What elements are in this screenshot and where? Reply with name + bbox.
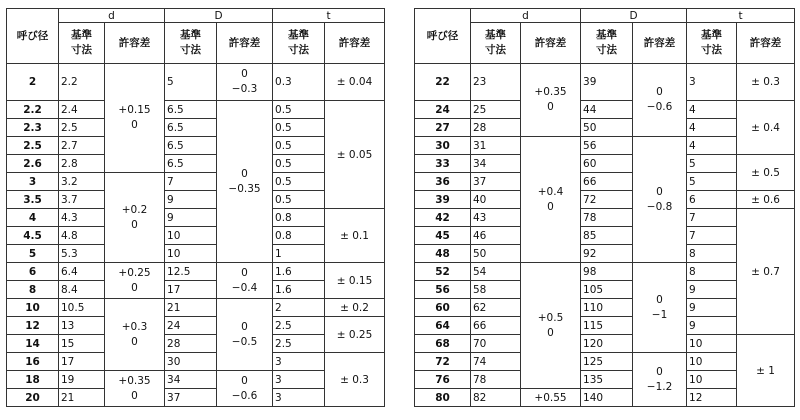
nominal-size-header: 呼び径: [415, 9, 471, 64]
t-tolerance-cell: ± 0.25: [325, 317, 385, 353]
t-tolerance-header: 許容差: [737, 23, 795, 64]
d-tolerance-header: 許容差: [521, 23, 581, 64]
t-basic-cell: 0.5: [273, 119, 325, 137]
D-basic-cell: 6.5: [165, 119, 217, 137]
t-tolerance-cell: ± 0.5: [737, 155, 795, 191]
D-basic-cell: 115: [581, 317, 633, 335]
d-basic-cell: 3.2: [59, 173, 105, 191]
D-basic-cell: 98: [581, 263, 633, 281]
D-basic-cell: 135: [581, 371, 633, 389]
D-tolerance-cell: 0 −0.4: [217, 263, 273, 299]
nominal-size-cell: 45: [415, 227, 471, 245]
nominal-size-cell: 56: [415, 281, 471, 299]
t-basic-cell: 1.6: [273, 263, 325, 281]
D-basic-cell: 6.5: [165, 155, 217, 173]
table-row: [7, 353, 385, 371]
header-row-subcolumns: [415, 23, 795, 64]
d-basic-cell: 2.2: [59, 64, 105, 101]
d-basic-cell: 70: [471, 335, 521, 353]
D-group-header: D: [581, 9, 687, 23]
d-tolerance-cell: +0.35 0: [521, 64, 581, 137]
t-group-header: t: [687, 9, 795, 23]
d-tolerance-cell: +0.2 0: [105, 173, 165, 263]
D-basic-cell: 10: [165, 227, 217, 245]
nominal-size-cell: 14: [7, 335, 59, 353]
nominal-size-cell: 30: [415, 137, 471, 155]
t-basic-cell: 10: [687, 353, 737, 371]
t-basic-cell: 6: [687, 191, 737, 209]
nominal-size-cell: 22: [415, 64, 471, 101]
nominal-size-cell: 33: [415, 155, 471, 173]
D-basic-cell: 6.5: [165, 101, 217, 119]
nominal-size-cell: 27: [415, 119, 471, 137]
d-basic-cell: 8.4: [59, 281, 105, 299]
D-basic-cell: 50: [581, 119, 633, 137]
nominal-size-header: 呼び径: [7, 9, 59, 64]
t-basic-cell: 12: [687, 389, 737, 407]
t-basic-header: 基準 寸法: [273, 23, 325, 64]
nominal-size-cell: 42: [415, 209, 471, 227]
t-tolerance-cell: ± 0.3: [325, 353, 385, 407]
D-tolerance-cell: 0 −0.6: [217, 371, 273, 407]
t-basic-cell: 4: [687, 119, 737, 137]
nominal-size-cell: 52: [415, 263, 471, 281]
nominal-size-cell: 6: [7, 263, 59, 281]
d-basic-cell: 6.4: [59, 263, 105, 281]
D-basic-cell: 7: [165, 173, 217, 191]
D-basic-cell: 120: [581, 335, 633, 353]
nominal-size-cell: 4.5: [7, 227, 59, 245]
d-basic-cell: 19: [59, 371, 105, 389]
D-tolerance-cell: 0 −0.6: [633, 64, 687, 137]
D-basic-cell: 9: [165, 191, 217, 209]
table-row: [415, 101, 795, 119]
d-basic-cell: 4.3: [59, 209, 105, 227]
nominal-size-cell: 2.3: [7, 119, 59, 137]
nominal-size-cell: 2.6: [7, 155, 59, 173]
D-basic-cell: 66: [581, 173, 633, 191]
d-tolerance-cell: +0.25 0: [105, 263, 165, 299]
d-basic-header: 基準 寸法: [59, 23, 105, 64]
D-basic-cell: 140: [581, 389, 633, 407]
t-basic-cell: 2.5: [273, 335, 325, 353]
nominal-size-cell: 39: [415, 191, 471, 209]
t-basic-cell: 0.3: [273, 64, 325, 101]
t-basic-cell: 10: [687, 371, 737, 389]
t-tolerance-cell: ± 0.7: [737, 209, 795, 335]
D-basic-cell: 92: [581, 245, 633, 263]
t-tolerance-header: 許容差: [325, 23, 385, 64]
table-row: [7, 64, 385, 101]
d-basic-cell: 34: [471, 155, 521, 173]
nominal-size-cell: 5: [7, 245, 59, 263]
t-tolerance-cell: ± 0.6: [737, 191, 795, 209]
t-basic-cell: 2: [273, 299, 325, 317]
d-basic-cell: 54: [471, 263, 521, 281]
d-tolerance-header: 許容差: [105, 23, 165, 64]
t-basic-cell: 10: [687, 335, 737, 353]
header-row-subcolumns: [7, 23, 385, 64]
t-basic-cell: 5: [687, 155, 737, 173]
nominal-size-cell: 72: [415, 353, 471, 371]
t-basic-cell: 0.5: [273, 173, 325, 191]
table-row: [7, 317, 385, 335]
D-tolerance-cell: 0 −1: [633, 263, 687, 353]
t-basic-cell: 3: [273, 389, 325, 407]
t-basic-cell: 7: [687, 227, 737, 245]
t-tolerance-cell: ± 0.3: [737, 64, 795, 101]
d-basic-cell: 2.4: [59, 101, 105, 119]
D-basic-cell: 39: [581, 64, 633, 101]
D-group-header: D: [165, 9, 273, 23]
t-basic-cell: 3: [687, 64, 737, 101]
d-basic-cell: 17: [59, 353, 105, 371]
d-basic-cell: 66: [471, 317, 521, 335]
d-basic-cell: 58: [471, 281, 521, 299]
D-basic-cell: 10: [165, 245, 217, 263]
nominal-size-cell: 80: [415, 389, 471, 407]
d-basic-cell: 31: [471, 137, 521, 155]
t-tolerance-cell: ± 0.04: [325, 64, 385, 101]
nominal-size-cell: 12: [7, 317, 59, 335]
table-row: [7, 209, 385, 227]
D-basic-cell: 125: [581, 353, 633, 371]
d-basic-cell: 40: [471, 191, 521, 209]
nominal-size-cell: 20: [7, 389, 59, 407]
D-basic-cell: 105: [581, 281, 633, 299]
t-basic-cell: 0.8: [273, 209, 325, 227]
D-basic-cell: 5: [165, 64, 217, 101]
D-basic-cell: 24: [165, 317, 217, 335]
nominal-size-cell: 18: [7, 371, 59, 389]
d-basic-cell: 4.8: [59, 227, 105, 245]
nominal-size-cell: 2: [7, 64, 59, 101]
d-basic-cell: 74: [471, 353, 521, 371]
D-basic-cell: 12.5: [165, 263, 217, 281]
nominal-size-cell: 48: [415, 245, 471, 263]
d-basic-cell: 13: [59, 317, 105, 335]
nominal-size-cell: 2.5: [7, 137, 59, 155]
D-basic-cell: 9: [165, 209, 217, 227]
D-basic-cell: 34: [165, 371, 217, 389]
d-group-header: d: [59, 9, 165, 23]
d-basic-cell: 2.7: [59, 137, 105, 155]
t-basic-cell: 4: [687, 137, 737, 155]
D-basic-cell: 44: [581, 101, 633, 119]
d-basic-cell: 3.7: [59, 191, 105, 209]
d-tolerance-cell: +0.35 0: [105, 371, 165, 407]
table-row: [415, 335, 795, 353]
t-tolerance-cell: ± 0.05: [325, 101, 385, 209]
t-basic-cell: 1: [273, 245, 325, 263]
D-basic-cell: 6.5: [165, 137, 217, 155]
d-basic-cell: 62: [471, 299, 521, 317]
t-basic-cell: 4: [687, 101, 737, 119]
nominal-size-cell: 64: [415, 317, 471, 335]
D-basic-cell: 28: [165, 335, 217, 353]
d-tolerance-cell: +0.3 0: [105, 299, 165, 371]
d-basic-cell: 2.5: [59, 119, 105, 137]
d-basic-cell: 28: [471, 119, 521, 137]
d-group-header: d: [471, 9, 581, 23]
t-basic-cell: 8: [687, 263, 737, 281]
D-basic-cell: 72: [581, 191, 633, 209]
d-basic-cell: 50: [471, 245, 521, 263]
D-basic-header: 基準 寸法: [581, 23, 633, 64]
t-tolerance-cell: ± 1: [737, 335, 795, 407]
t-basic-cell: 5: [687, 173, 737, 191]
t-basic-cell: 9: [687, 317, 737, 335]
D-tolerance-cell: 0 −1.2: [633, 353, 687, 407]
nominal-size-cell: 4: [7, 209, 59, 227]
d-basic-cell: 78: [471, 371, 521, 389]
table-row: [415, 191, 795, 209]
nominal-size-cell: 24: [415, 101, 471, 119]
t-basic-cell: 0.8: [273, 227, 325, 245]
washer-dimension-table-right: [414, 8, 795, 407]
d-basic-cell: 10.5: [59, 299, 105, 317]
D-basic-cell: 56: [581, 137, 633, 155]
D-tolerance-cell: 0 −0.35: [217, 101, 273, 263]
d-basic-cell: 43: [471, 209, 521, 227]
nominal-size-cell: 3.5: [7, 191, 59, 209]
D-basic-cell: 17: [165, 281, 217, 299]
d-basic-cell: 15: [59, 335, 105, 353]
table-row: [7, 101, 385, 119]
D-basic-cell: 30: [165, 353, 217, 371]
nominal-size-cell: 3: [7, 173, 59, 191]
t-basic-cell: 9: [687, 281, 737, 299]
t-tolerance-cell: ± 0.15: [325, 263, 385, 299]
t-tolerance-cell: ± 0.4: [737, 101, 795, 155]
nominal-size-cell: 2.2: [7, 101, 59, 119]
table-row: [7, 263, 385, 281]
nominal-size-cell: 76: [415, 371, 471, 389]
header-row-groups: [415, 9, 795, 23]
table-row: [415, 155, 795, 173]
t-basic-header: 基準 寸法: [687, 23, 737, 64]
t-basic-cell: 1.6: [273, 281, 325, 299]
d-tolerance-cell: +0.55: [521, 389, 581, 407]
D-basic-cell: 85: [581, 227, 633, 245]
d-basic-cell: 25: [471, 101, 521, 119]
D-tolerance-cell: 0 −0.3: [217, 64, 273, 101]
d-basic-header: 基準 寸法: [471, 23, 521, 64]
d-basic-cell: 23: [471, 64, 521, 101]
d-basic-cell: 21: [59, 389, 105, 407]
t-basic-cell: 9: [687, 299, 737, 317]
t-basic-cell: 0.5: [273, 155, 325, 173]
t-basic-cell: 0.5: [273, 137, 325, 155]
t-tolerance-cell: ± 0.2: [325, 299, 385, 317]
nominal-size-cell: 68: [415, 335, 471, 353]
t-basic-cell: 2.5: [273, 317, 325, 335]
d-basic-cell: 2.8: [59, 155, 105, 173]
d-basic-cell: 82: [471, 389, 521, 407]
t-basic-cell: 0.5: [273, 101, 325, 119]
D-tolerance-header: 許容差: [217, 23, 273, 64]
D-basic-cell: 110: [581, 299, 633, 317]
d-basic-cell: 37: [471, 173, 521, 191]
D-tolerance-cell: 0 −0.5: [217, 299, 273, 371]
D-basic-header: 基準 寸法: [165, 23, 217, 64]
table-row: [415, 64, 795, 101]
D-basic-cell: 60: [581, 155, 633, 173]
nominal-size-cell: 36: [415, 173, 471, 191]
t-basic-cell: 3: [273, 353, 325, 371]
nominal-size-cell: 16: [7, 353, 59, 371]
t-basic-cell: 7: [687, 209, 737, 227]
d-tolerance-cell: +0.15 0: [105, 64, 165, 173]
header-row-groups: [7, 9, 385, 23]
washer-dimension-table-left: [6, 8, 385, 407]
t-basic-cell: 8: [687, 245, 737, 263]
nominal-size-cell: 8: [7, 281, 59, 299]
d-basic-cell: 5.3: [59, 245, 105, 263]
nominal-size-cell: 60: [415, 299, 471, 317]
t-tolerance-cell: ± 0.1: [325, 209, 385, 263]
d-tolerance-cell: +0.5 0: [521, 263, 581, 389]
t-basic-cell: 3: [273, 371, 325, 389]
D-tolerance-cell: 0 −0.8: [633, 137, 687, 263]
D-basic-cell: 78: [581, 209, 633, 227]
d-basic-cell: 46: [471, 227, 521, 245]
D-basic-cell: 21: [165, 299, 217, 317]
table-row: [415, 209, 795, 227]
table-row: [7, 299, 385, 317]
t-basic-cell: 0.5: [273, 191, 325, 209]
D-tolerance-header: 許容差: [633, 23, 687, 64]
D-basic-cell: 37: [165, 389, 217, 407]
nominal-size-cell: 10: [7, 299, 59, 317]
t-group-header: t: [273, 9, 385, 23]
d-tolerance-cell: +0.4 0: [521, 137, 581, 263]
